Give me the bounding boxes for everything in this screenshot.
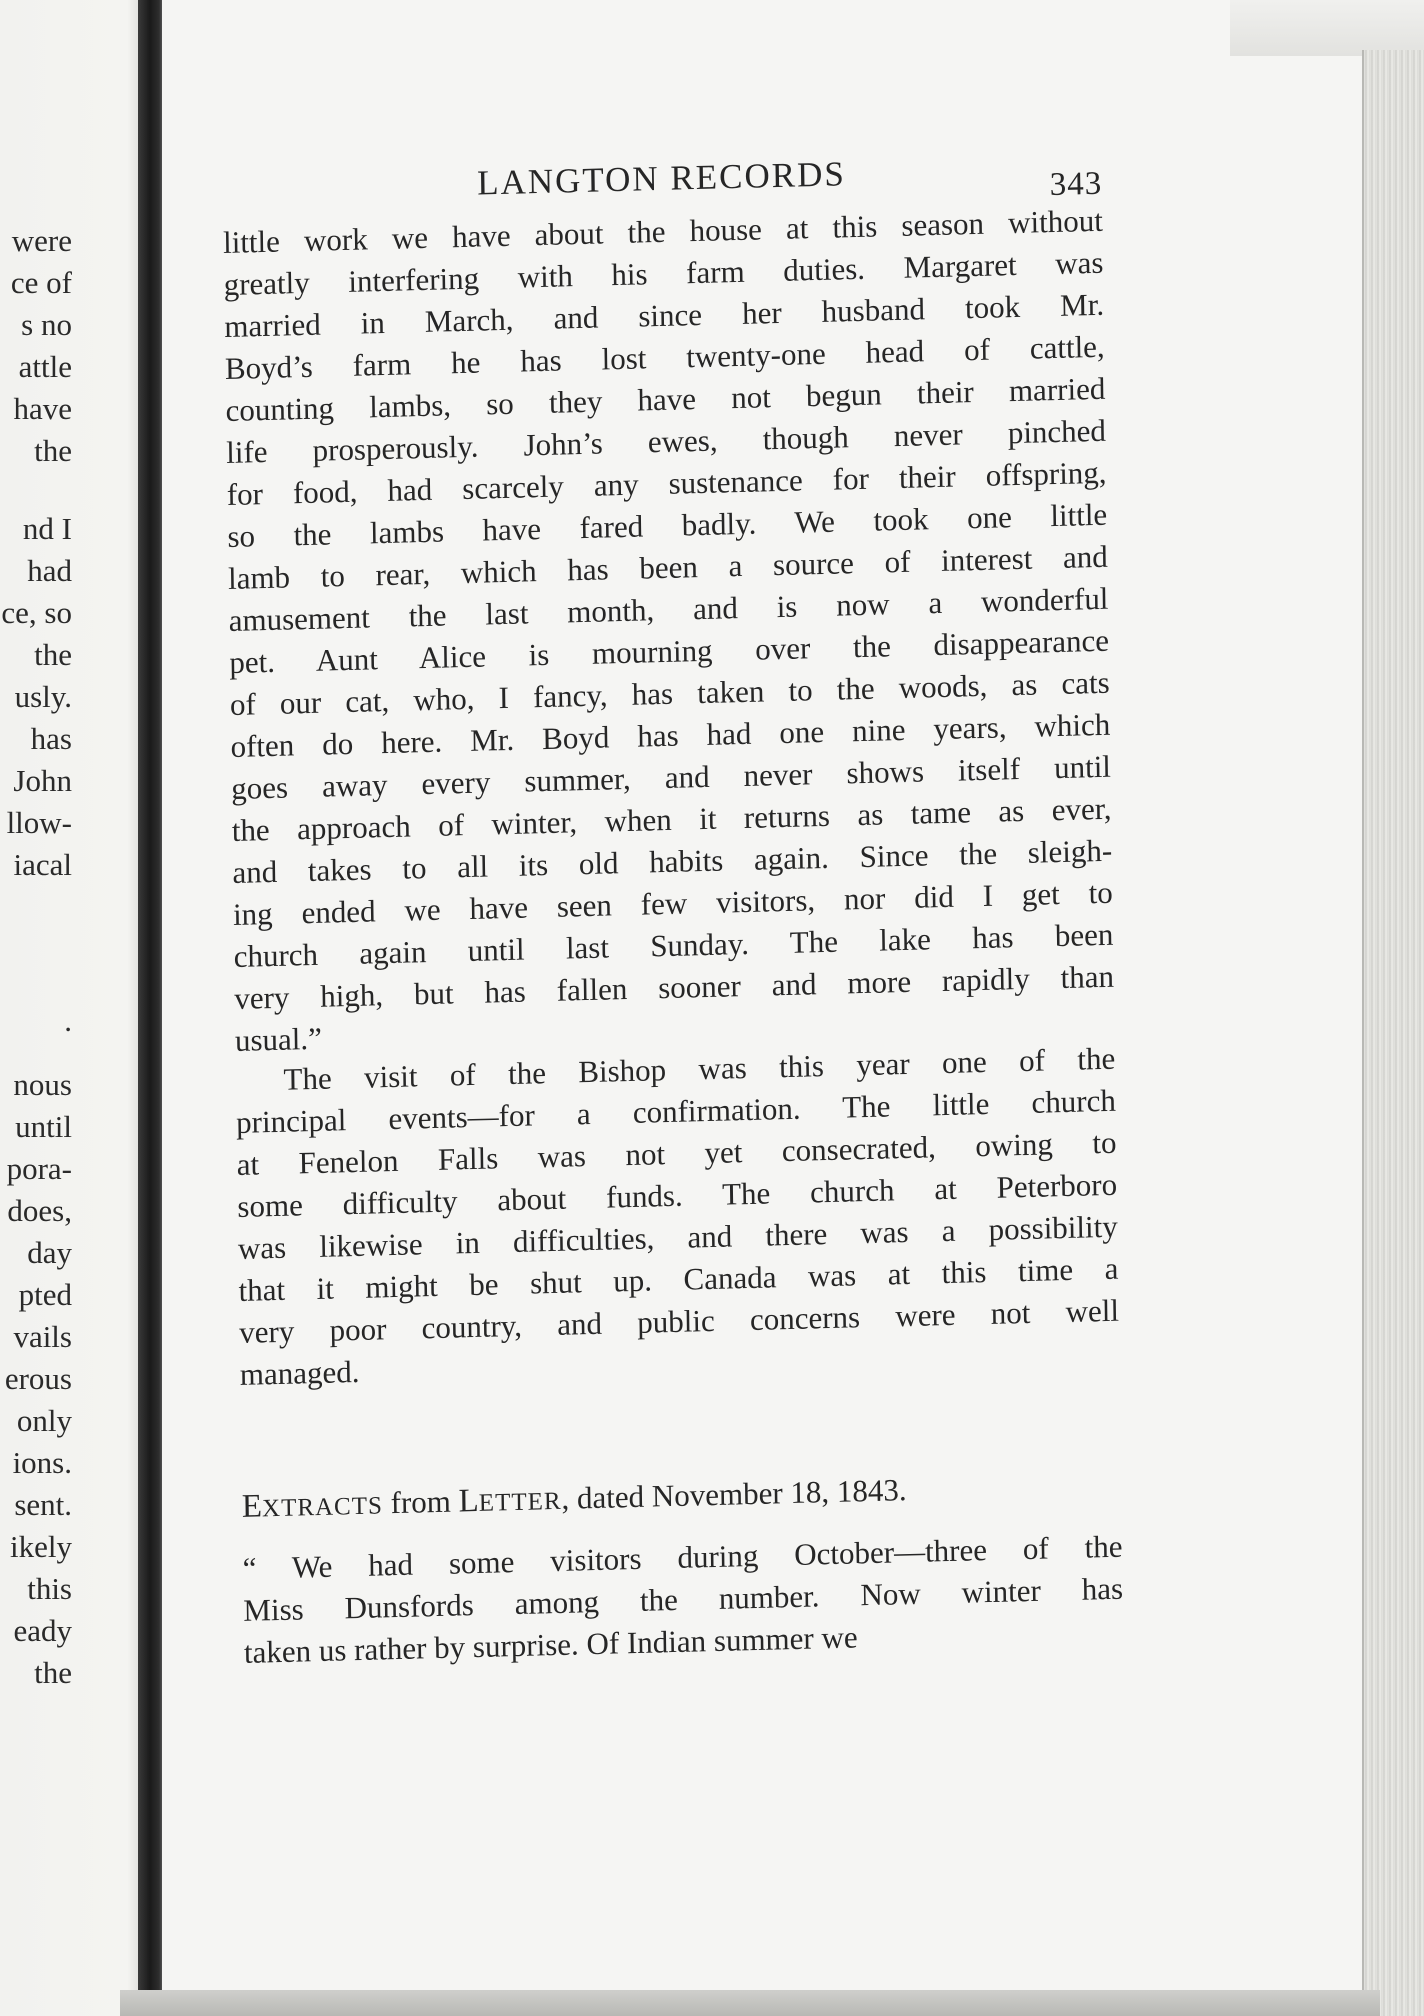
text-line: pet. Aunt Alice is mourning over the disappearance [229,622,1110,680]
running-head-title: LANGTON RECORDS [476,154,847,203]
text-line: usual.” [234,1020,323,1058]
text-line: goes away every summer, and never shows itself until [230,748,1112,806]
text-line: for food, had scarcely any sustenance for their offspring, [226,454,1107,512]
heading-from: from [382,1483,459,1521]
left-page-fragment: . [64,1003,72,1038]
left-page-fragment: this [27,1571,72,1606]
text-line: amusement the last month, and is now a wonderful [228,580,1109,638]
page-edges [1362,50,1424,2016]
left-page-fragment: sent. [14,1487,72,1522]
left-page-fragment: John [13,763,72,798]
left-page-fragment: s no [21,307,72,342]
text-line: often do here. Mr. Boyd has had one nine years, which [230,706,1111,764]
left-page-fragment: the [34,433,72,468]
heading-smallcaps-letter: ETTER [478,1487,562,1517]
left-page-fragment: pora- [6,1151,72,1186]
text-line: very poor country, and public concerns were not well [238,1292,1120,1350]
text-line: at Fenelon Falls was not yet consecrated, owing to [236,1124,1117,1182]
left-page-fragment: only [16,1403,72,1438]
left-page-edge [0,0,150,2016]
left-page-fragment: eady [13,1613,72,1648]
left-page-fragment: have [13,391,72,426]
left-page-fragment: does, [7,1193,72,1228]
text-line: counting lambs, so they have not begun their married [225,370,1106,428]
left-page-fragment: erous [4,1361,72,1396]
text-line: little work we have about the house at this season without [222,202,1104,260]
paragraph-2 [235,1038,1120,1396]
left-page-fragment: llow- [6,805,72,840]
left-page-fragment: were [11,223,72,258]
text-line: the approach of winter, when it returns as tame as ever, [231,790,1112,848]
text-line: taken us rather by surprise. Of Indian summer we [243,1619,858,1670]
heading-initial-e: E [241,1488,263,1525]
text-line: life prosperously. John’s ewes, though never pinched [225,412,1107,470]
text-line: lamb to rear, which has been a source of interest and [227,538,1109,596]
left-page-fragment: attle [18,349,72,384]
left-page-fragment: nous [13,1067,72,1102]
left-page-fragment: pted [18,1277,72,1312]
page-corner-shadow [1230,0,1424,56]
text-line: some difficulty about funds. The church at Peterboro [237,1166,1118,1224]
left-page-fragment: usly. [14,679,72,714]
text-line: of our cat, who, I fancy, has taken to the woods, as cats [229,664,1110,722]
paragraph-3 [242,1526,1124,1674]
paragraph-1 [223,200,1115,1062]
left-page-fragment: nd I [22,511,72,546]
left-page-fragment: ce, so [1,595,72,630]
text-line: Miss Dunsfords among the number. Now winter has [243,1570,1124,1628]
page-number: 343 [1049,165,1103,204]
text-line: “ We had some visitors during October—three of the [242,1528,1123,1586]
left-page-fragment: until [15,1109,72,1144]
text-line: was likewise in difficulties, and there was a possibility [237,1208,1118,1266]
left-page-fragment: day [27,1235,72,1270]
text-line: that it might be shut up. Canada was at this time a [238,1250,1119,1308]
text-line: ing ended we have seen few visitors, nor did I get to [232,874,1114,932]
left-page-fragment: ions. [12,1445,72,1480]
bottom-page-edge [120,1990,1380,2016]
text-line: The visit of the Bishop was this year one of the [283,1040,1116,1097]
text-line: so the lambs have fared badly. We took one little [227,496,1108,554]
left-page-fragment: has [30,721,72,756]
text-line: married in March, and since her husband took Mr. [224,286,1105,344]
left-page-fragment: the [34,637,72,672]
text-line: managed. [239,1353,360,1392]
text-line: church again until last Sunday. The lake has been [233,916,1114,974]
text-line: very high, but has fallen sooner and more rapidly than [234,958,1115,1016]
left-page-fragment: iacal [13,847,72,882]
left-page-fragment: vails [13,1319,72,1354]
text-line: greatly interfering with his farm duties. Margaret was [223,244,1104,302]
left-page-fragment: the [34,1655,72,1690]
heading-initial-l: L [458,1482,480,1520]
text-line: and takes to all its old habits again. Since the sleigh- [232,832,1113,890]
text-line: principal events—for a confirmation. The little church [235,1082,1117,1140]
heading-smallcaps-extracts: XTRACTS [261,1492,384,1523]
left-page-fragment: ikely [10,1529,72,1564]
left-page-fragment: ce of [10,265,72,300]
text-line: Boyd’s farm he has lost twenty-one head of cattle, [224,328,1105,386]
left-page-fragment: had [27,553,72,588]
heading-date: , dated November 18, 1843. [561,1472,907,1516]
